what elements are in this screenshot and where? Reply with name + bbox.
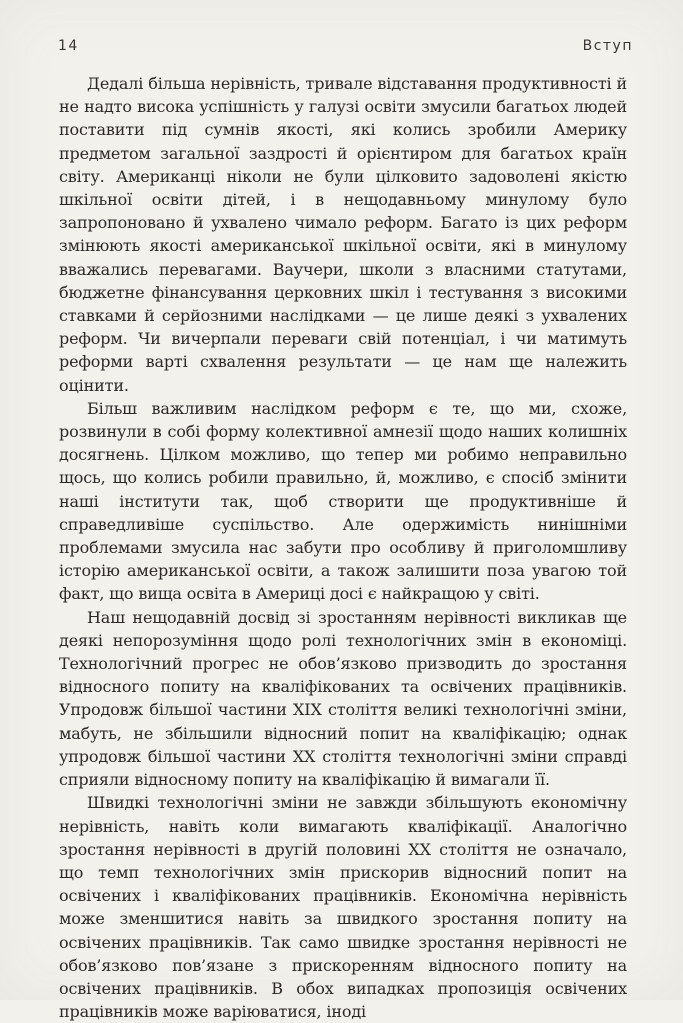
paragraph: Швидкі технологічні зміни не завжди збільшують економічну нерівність, навіть коли вимагають кваліфікації. Аналогічно зростання нерівності в другій половині XX століття не означало, що темп технологічних змін прискорив відносний попит на освічених і кваліфікованих працівників. Економічна нерівність може зменшитися навіть за швидкого зростання попиту на освічених працівників. Так само швидке зростання нерівності не обов’язково пов’язане з прискоренням відносного попиту на освічених працівників. В обох випадках пропозиція освічених працівників може варіюватися, іноді bbox=[59, 793, 627, 1022]
paragraph: Наш нещодавній досвід зі зростанням нерівності викликав ще деякі непорозуміння щодо ролі технологічних змін в економіці. Технологічний прогрес не обов’язково призводить до зростання відносного попиту на кваліфікованих та освічених працівників. Упродовж більшої частини XIX століття великі технологічні зміни, мабуть, не збільшили відносний попит на кваліфікацію; однак упродовж більшої частини XX століття технологічні зміни справді сприяли відносному попиту на кваліфікацію й вимагали її. bbox=[59, 607, 627, 790]
paragraph: Більш важливим наслідком реформ є те, що ми, схоже, розвинули в собі форму колективної амнезії щодо наших колишніх досягнень. Цілком можливо, що тепер ми робимо неправильно щось, що колись робили правильно, й, можливо, є спосіб змінити наші інститути так, щоб створити ще продуктивніше й справедливіше суспільство. Але одержимість нинішніми проблемами змусила нас забути про особливу й приголомшливу історію американської освіти, а також залишити поза увагою той факт, що вища освіта в Америці досі є найкращою у світі. bbox=[59, 398, 627, 604]
body-text bbox=[59, 72, 627, 1023]
paragraph: Дедалі більша нерівність, тривале відставання продуктивності й не надто висока успішність у галузі освіти змусили багатьох людей поставити під сумнів якості, які колись зробили Америку предметом загальної заздрості й орієнтиром для багатьох країн світу. Американці ніколи не були цілковито задоволені якістю шкільної освіти дітей, і в нещодавньому минулому було запропоновано й ухвалено чимало реформ. Багато із цих реформ змінюють якості американської шкільної освіти, які в минулому вважались перевагами. Ваучери, школи з власними статутами, бюджетне фінансування церковних шкіл і тестування з високими ставками й серйозними наслідками — це лише деякі з ухвалених реформ. Чи вичерпали переваги свій потенціал, і чи матимуть реформи варті схвалення результати — це нам ще належить оцінити. bbox=[59, 74, 627, 395]
running-header bbox=[58, 38, 633, 58]
section-title: Вступ bbox=[582, 38, 633, 54]
page-number: 14 bbox=[58, 38, 79, 54]
